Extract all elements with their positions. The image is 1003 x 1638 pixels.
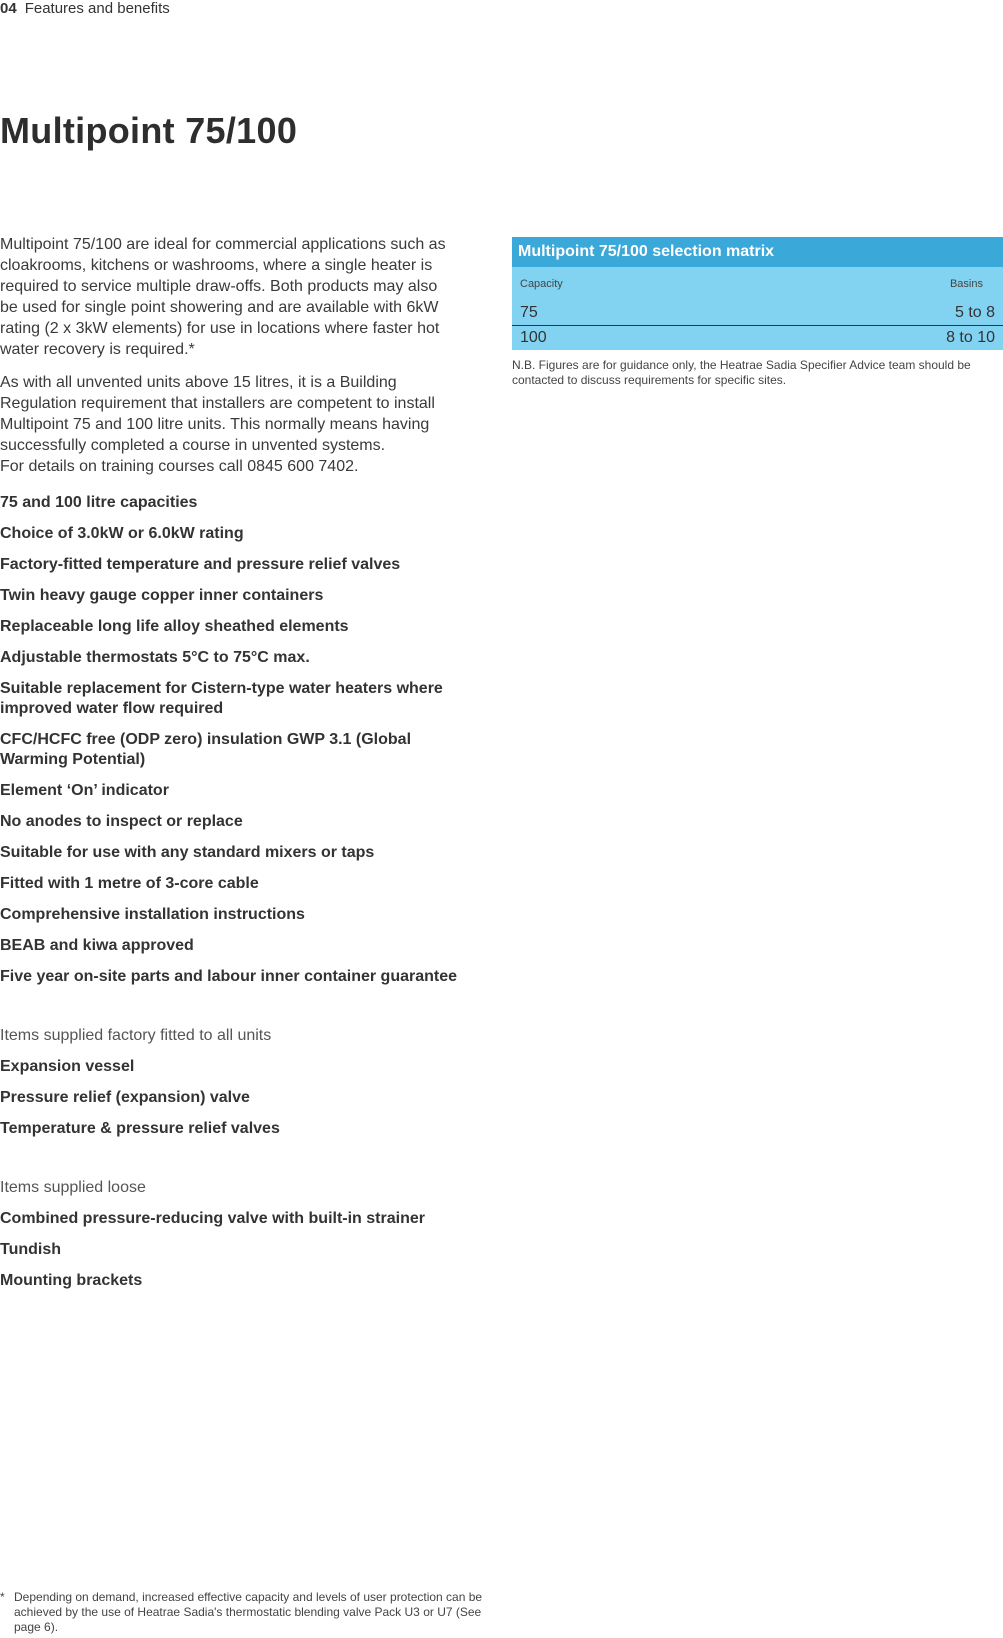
- footnote-marker: *: [0, 1590, 5, 1604]
- feature-item: CFC/HCFC free (ODP zero) insulation GWP 3.1 (Global Warming Potential): [0, 731, 412, 768]
- intro-line: be used for single point showering and are available with 6kW: [0, 299, 439, 316]
- intro-paragraph: [0, 234, 480, 360]
- capacity-cell: 75: [520, 304, 538, 321]
- capacity-column-header: Capacity: [520, 278, 563, 290]
- matrix-note: N.B. Figures are for guidance only, the Heatrae Sadia Specifier Advice team should be contacted to discuss requirements for specific sites.: [512, 358, 971, 387]
- feature-item: 75 and 100 litre capacities: [0, 494, 198, 511]
- matrix-row: [512, 326, 1003, 350]
- feature-item: Suitable replacement for Cistern-type water heaters where improved water flow required: [0, 680, 443, 717]
- feature-item: BEAB and kiwa approved: [0, 937, 194, 954]
- feature-item: Five year on-site parts and labour inner container guarantee: [0, 968, 458, 985]
- feature-item: Element ‘On’ indicator: [0, 782, 169, 799]
- factory-fitted-label: Items supplied factory fitted to all units: [0, 1027, 272, 1044]
- intro-line: required to service multiple draw-offs. Both products may also: [0, 278, 438, 295]
- feature-item: Choice of 3.0kW or 6.0kW rating: [0, 525, 244, 542]
- feature-item: Fitted with 1 metre of 3-core cable: [0, 875, 259, 892]
- matrix-row: [512, 301, 1003, 326]
- footnote-text: Depending on demand, increased effective capacity and levels of user protection can be achieved by the use of Heatrae Sadia's thermostatic blending valve Pack U3 or U7 (See page 6).: [14, 1590, 483, 1634]
- intro-line: water recovery is required.*: [0, 341, 195, 358]
- selection-matrix: [512, 237, 1003, 388]
- page-header: [0, 0, 170, 17]
- feature-item: Factory-fitted temperature and pressure relief valves: [0, 556, 401, 573]
- loose-item: Combined pressure-reducing valve with built-in strainer: [0, 1210, 425, 1227]
- main-column: [0, 234, 480, 1302]
- regulation-line: Multipoint 75 and 100 litre units. This normally means having: [0, 416, 430, 433]
- factory-fitted-item: Temperature & pressure relief valves: [0, 1120, 280, 1137]
- matrix-table: [512, 267, 1003, 350]
- section-title: Features and benefits: [24, 0, 170, 17]
- regulation-paragraph: [0, 372, 480, 477]
- intro-line: cloakrooms, kitchens or washrooms, where a single heater is: [0, 257, 433, 274]
- feature-item: Replaceable long life alloy sheathed elements: [0, 618, 349, 635]
- basins-cell: 8 to 10: [946, 329, 995, 346]
- intro-line: rating (2 x 3kW elements) for use in locations where faster hot: [0, 320, 440, 337]
- basins-cell: 5 to 8: [954, 304, 995, 321]
- factory-fitted-item: Expansion vessel: [0, 1058, 135, 1075]
- feature-item: No anodes to inspect or replace: [0, 813, 243, 830]
- footnote: [0, 1590, 490, 1635]
- features-list: [0, 493, 480, 987]
- page-title: Multipoint 75/100: [0, 110, 298, 151]
- feature-item: Twin heavy gauge copper inner containers: [0, 587, 324, 604]
- regulation-line: As with all unvented units above 15 litres, it is a Building: [0, 374, 397, 391]
- basins-column-header: Basins: [949, 278, 983, 290]
- feature-item: Comprehensive installation instructions: [0, 906, 305, 923]
- matrix-header-row: [512, 267, 1003, 301]
- factory-fitted-item: Pressure relief (expansion) valve: [0, 1089, 250, 1106]
- page-number: 04: [0, 0, 17, 17]
- feature-item: Adjustable thermostats 5°C to 75°C max.: [0, 649, 310, 666]
- factory-fitted-list: [0, 1057, 480, 1139]
- matrix-title: Multipoint 75/100 selection matrix: [512, 237, 1003, 267]
- loose-item: Mounting brackets: [0, 1272, 143, 1289]
- regulation-line: Regulation requirement that installers are competent to install: [0, 395, 435, 412]
- loose-items-list: [0, 1209, 480, 1291]
- feature-item: Suitable for use with any standard mixers or taps: [0, 844, 375, 861]
- capacity-cell: 100: [520, 329, 547, 346]
- loose-item: Tundish: [0, 1241, 62, 1258]
- regulation-line: For details on training courses call 0845 600 7402.: [0, 458, 359, 475]
- regulation-line: successfully completed a course in unvented systems.: [0, 437, 386, 454]
- loose-items-label: Items supplied loose: [0, 1179, 146, 1196]
- intro-line: Multipoint 75/100 are ideal for commercial applications such as: [0, 236, 446, 253]
